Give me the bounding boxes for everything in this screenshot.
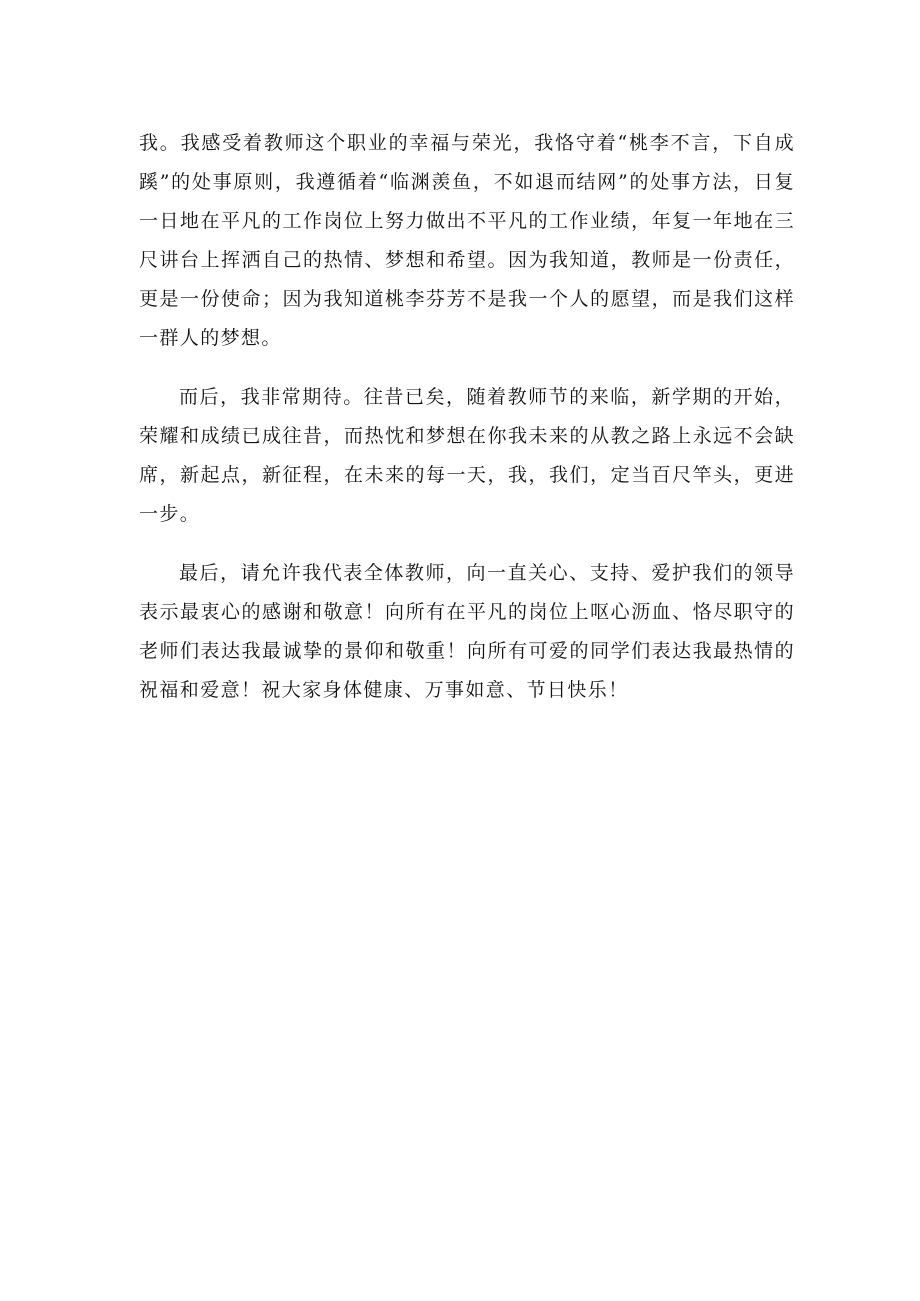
- document-body: [139, 124, 795, 710]
- paragraph-continuation: 我。我感受着教师这个职业的幸福与荣光，我恪守着“桃李不言，下自成蹊”的处事原则，我遵循着“临渊羡鱼，不如退而结网”的处事方法，日复一日地在平凡的工作岗位上努力做出不平凡的工作业绩，年复一年地在三尺讲台上挥洒自己的热情、梦想和希望。因为我知道，教师是一份责任，更是一份使命；因为我知道桃李芬芳不是我一个人的愿望，而是我们这样一群人的梦想。: [139, 132, 795, 349]
- paragraph-spacer: [139, 358, 795, 378]
- paragraph-closing: 最后，请允许我代表全体教师，向一直关心、支持、爱护我们的领导表示最衷心的感谢和敬意！向所有在平凡的岗位上呕心沥血、恪尽职守的老师们表达我最诚挚的景仰和敬重！向所有可爱的同学们表达我最热情的祝福和爱意！祝大家身体健康、万事如意、节日快乐！: [139, 562, 795, 701]
- paragraph-anticipation: 而后，我非常期待。往昔已矣，随着教师节的来临，新学期的开始，荣耀和成绩已成往昔，而热忱和梦想在你我未来的从教之路上永远不会缺席，新起点，新征程，在未来的每一天，我，我们，定当百尺竿头，更进一步。: [139, 386, 795, 525]
- paragraph-spacer: [139, 534, 795, 554]
